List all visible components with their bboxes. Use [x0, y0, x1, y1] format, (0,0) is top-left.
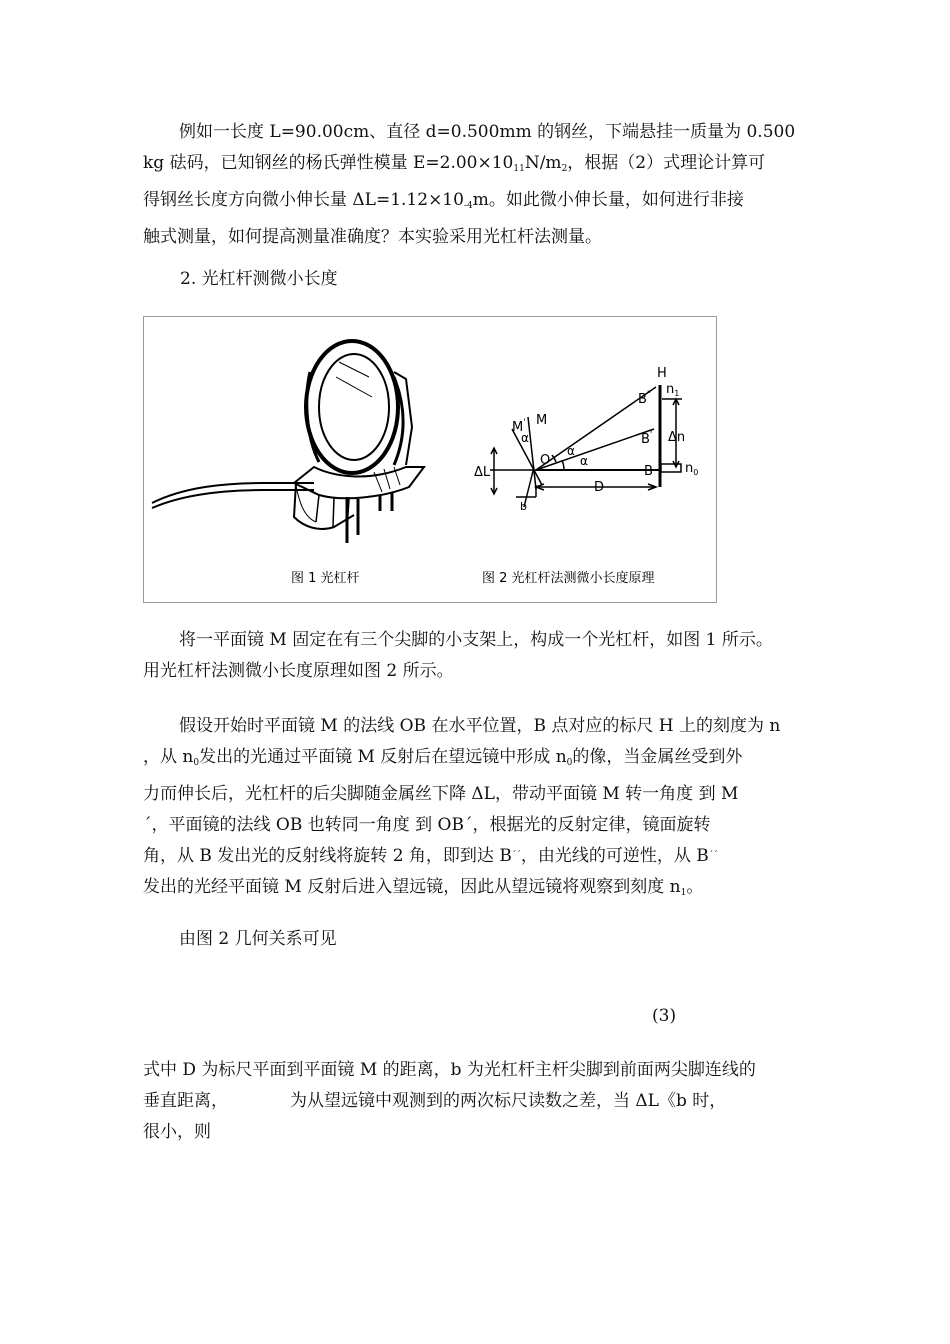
figure-caption-1: 图 1 光杠杆	[291, 571, 360, 586]
label-H: H	[657, 366, 667, 381]
label-D: D	[594, 480, 605, 495]
figure-drawing	[144, 317, 716, 602]
label-M-prime: M'	[512, 418, 526, 435]
text-line: 式中 D 为标尺平面到平面镜 M 的距离，b 为光杠杆主杆尖脚到前面两尖脚连线的	[143, 1060, 756, 1080]
text-line: kg 砝码，已知钢丝的杨氏弹性模量 $E=2.00\times 10_{11}N/m_2$，根据（2）式理论计算可	[143, 153, 766, 174]
label-n1: $n_1$	[666, 382, 680, 398]
text-line: 发出的光经平面镜 M 反射后进入望远镜，因此从望远镜将观察到刻度 $n_1$。	[143, 877, 704, 898]
text-line: ，从 $n_0$发出的光通过平面镜 M 反射后在望远镜中形成 $n_0$的像，当金属丝受到外	[143, 747, 743, 768]
label-B: B	[644, 464, 653, 479]
figure-optical-lever	[143, 316, 717, 603]
paragraph-explanation	[143, 1055, 811, 1148]
text-line: 用光杠杆法测微小长度原理如图 2 所示。	[143, 661, 454, 681]
label-alpha-1: α	[521, 431, 529, 445]
paragraph-example	[143, 117, 811, 253]
text-line: 假设开始时平面镜 M 的法线 OB 在水平位置，B 点对应的标尺 H 上的刻度为 n	[179, 716, 781, 736]
label-alpha-3: α	[580, 454, 588, 468]
text-line: 很小，则	[143, 1122, 211, 1142]
text-line: 力而伸长后，光杠杆的后尖脚随金属丝下降 ΔL，带动平面镜 M 转一角度 到 M	[143, 784, 739, 804]
text-line: ´，平面镜的法线 OB 也转同一角度 到 OB´，根据光的反射定律，镜面旋转	[143, 815, 711, 835]
label-M: M	[536, 413, 548, 428]
paragraph-intro-lever	[143, 625, 811, 687]
label-delta-L: ΔL	[474, 465, 491, 480]
label-O: O	[540, 453, 551, 468]
paragraph-geometry: 由图 2 几何关系可见	[179, 929, 337, 949]
optical-lever-illustration	[152, 341, 424, 543]
label-n0: $n_0$	[685, 461, 699, 477]
label-delta-n: Δn	[668, 430, 686, 445]
text-line: 触式测量，如何提高测量准确度？本实验采用光杠杆法测量。	[143, 227, 602, 247]
text-line: 例如一长度 L=90.00cm、直径 d=0.500mm 的钢丝，下端悬挂一质量为 0.500	[179, 122, 796, 142]
equation-number: (3)	[652, 1006, 677, 1026]
section-heading: 2. 光杠杆测微小长度	[180, 269, 338, 289]
text-line: 得钢丝长度方向微小伸长量 $\Delta L=1.12\times 10_{-4}m$。如此微小伸长量，如何进行非接	[143, 190, 744, 211]
label-alpha-2: α	[567, 444, 575, 458]
figure-caption-2: 图 2 光杠杆法测微小长度原理	[482, 571, 655, 586]
text-line: 角，从 B 发出光的反射线将旋转 2 角，即到达 B´´，由光线的可逆性，从 B´´	[143, 846, 718, 866]
label-B-prime: B'	[641, 430, 653, 447]
principle-diagram	[490, 385, 682, 507]
label-B-double-prime: B"	[638, 390, 652, 407]
paragraph-principle	[143, 711, 811, 909]
diagram-labels	[474, 366, 698, 513]
text-line: 垂直距离， 为从望远镜中观测到的两次标尺读数之差，当 ΔL《b 时，	[143, 1091, 727, 1111]
label-b: b	[520, 500, 527, 513]
text-line: 将一平面镜 M 固定在有三个尖脚的小支架上，构成一个光杠杆，如图 1 所示。	[179, 630, 773, 650]
